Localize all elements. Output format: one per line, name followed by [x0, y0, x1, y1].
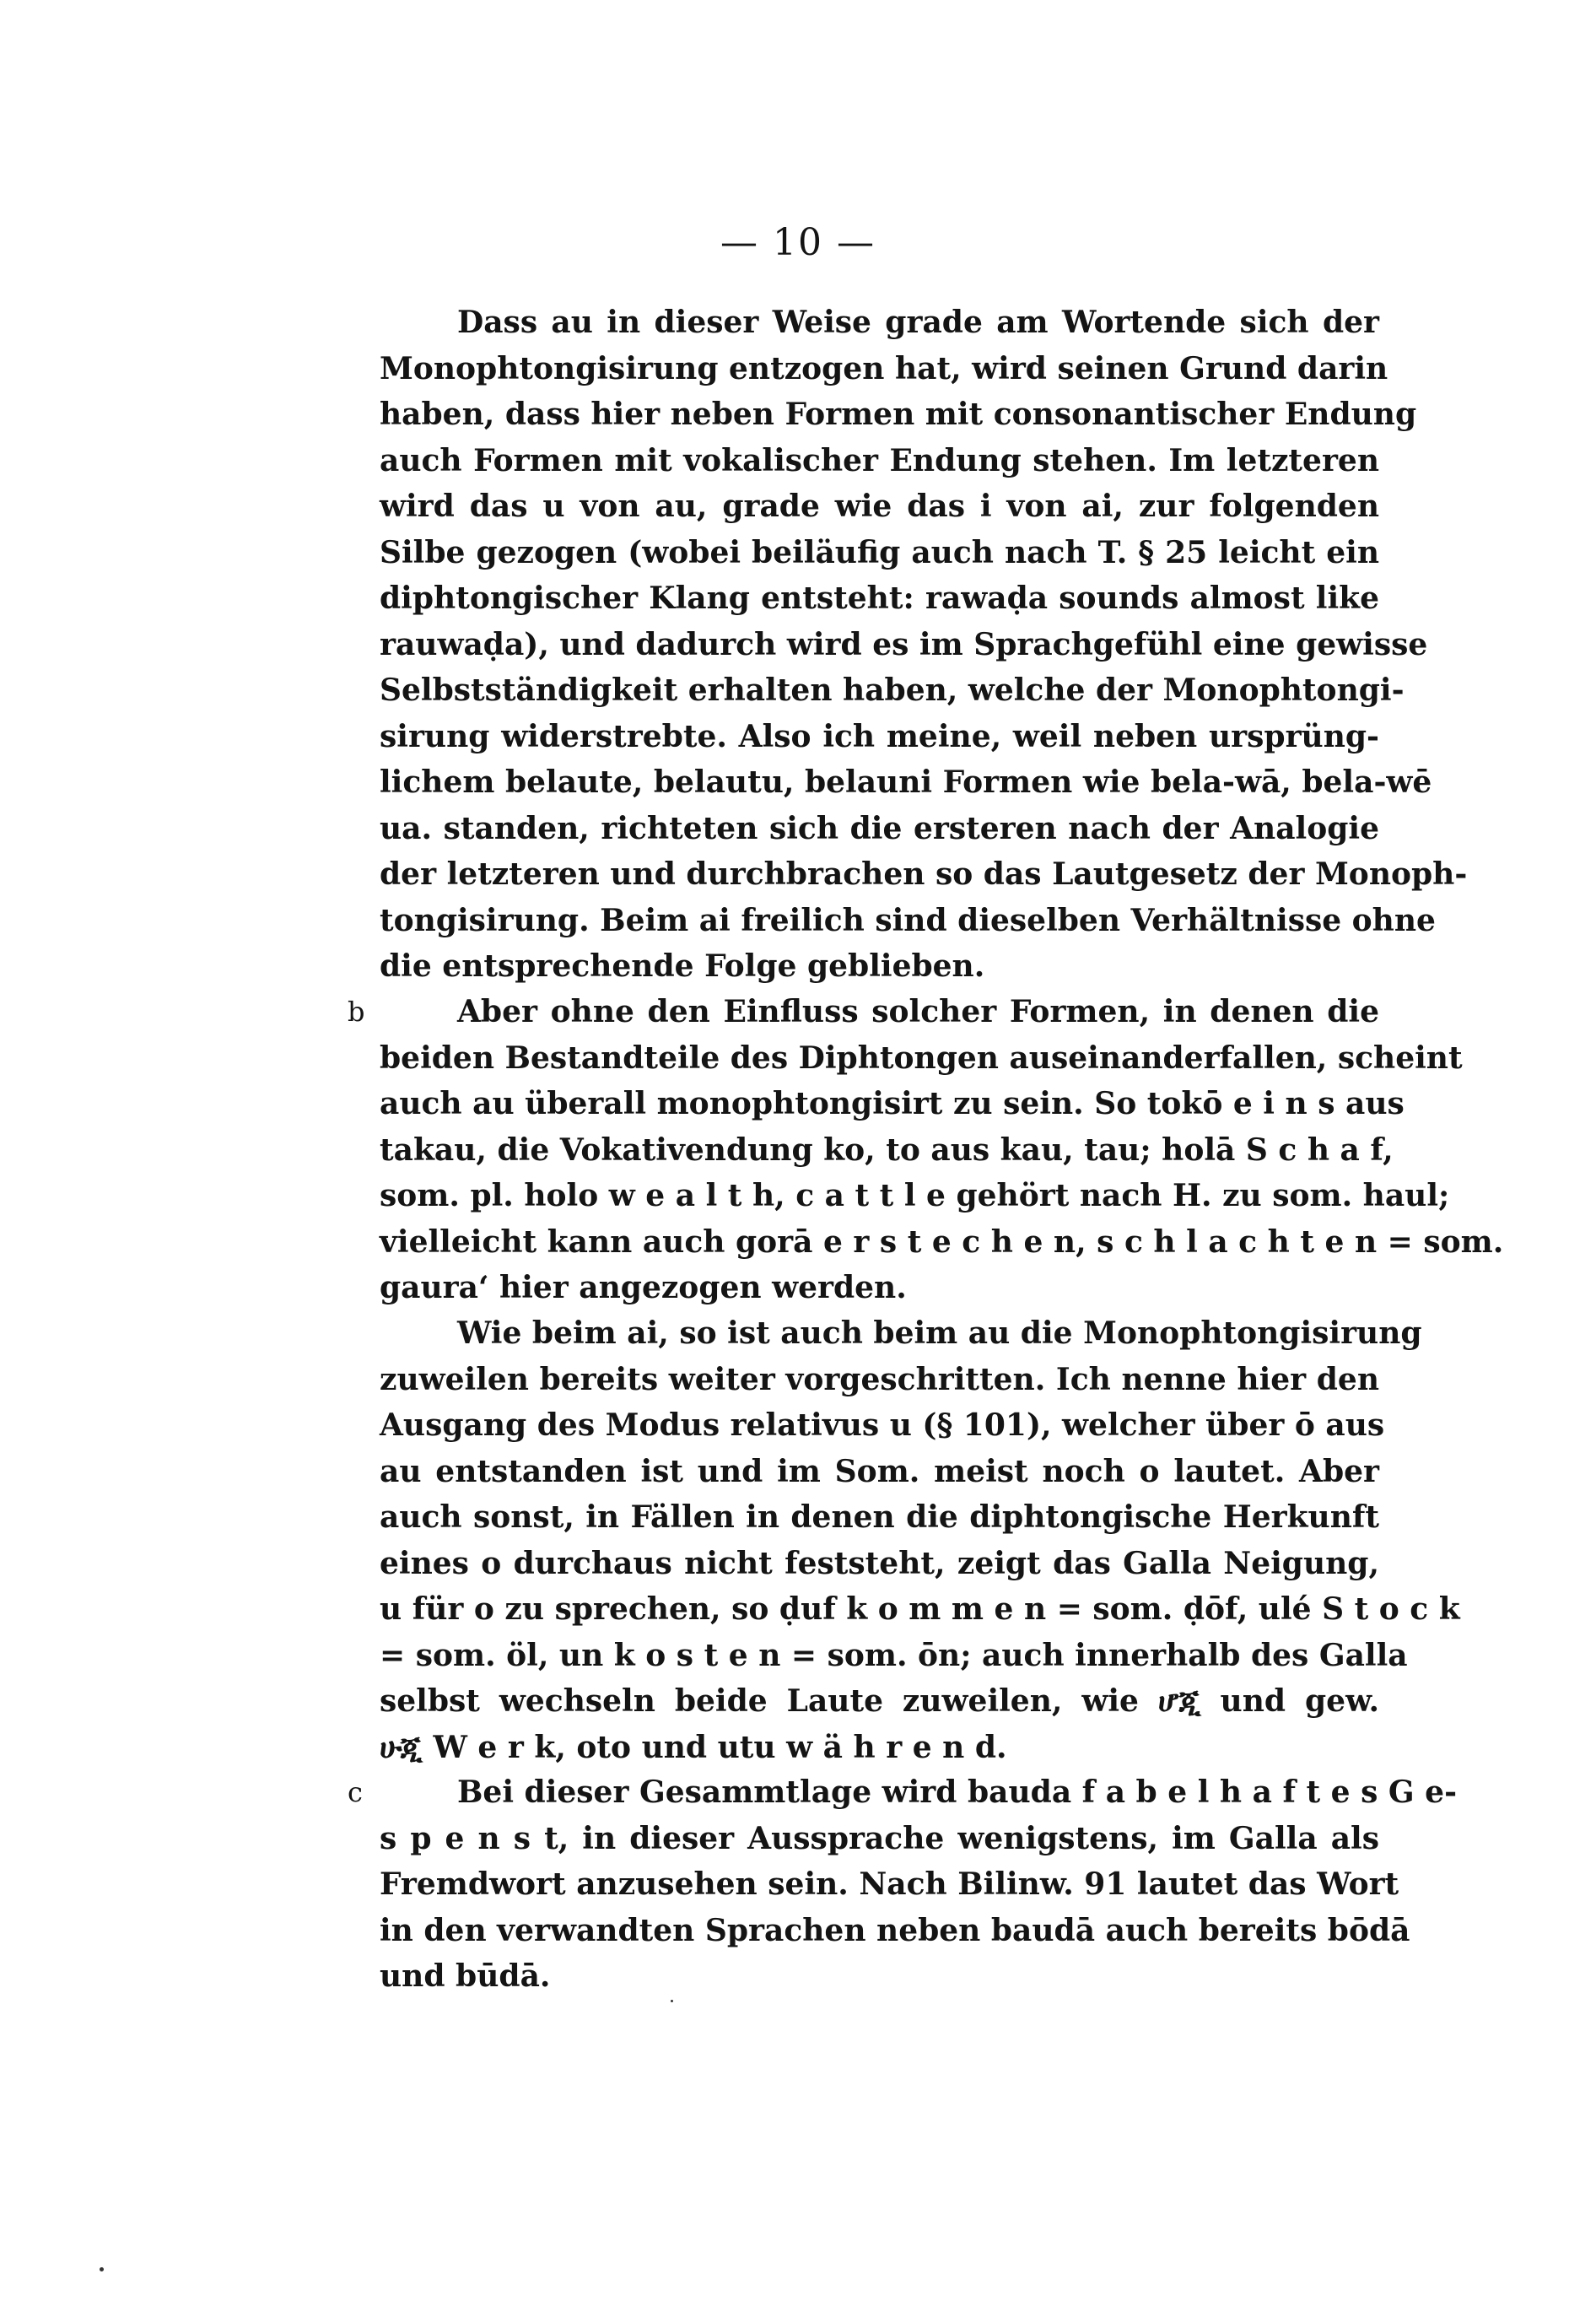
text-line: Selbstständigkeit erhalten haben, welche der Monophtongi-	[380, 672, 1405, 708]
text-line: ሁጂ W e r k, oto und utu w ä h r e n d.	[380, 1729, 1007, 1765]
text-line: diphtongischer Klang entsteht: rawaḍa sounds almost like	[380, 581, 1379, 616]
text-line: haben, dass hier neben Formen mit consonantischer Endung	[380, 397, 1417, 432]
text-line: beiden Bestandteile des Diphtongen auseinanderfallen, scheint	[380, 1040, 1463, 1076]
text-line: som. pl. holo w e a l t h, c a t t l e gehört nach H. zu som. haul;	[380, 1178, 1450, 1213]
text-line: ua. standen, richteten sich die ersteren nach der Analogie	[380, 810, 1379, 846]
text-line: Aber ohne den Einfluss solcher Formen, in denen die	[457, 994, 1379, 1029]
text-line: und būdā.	[380, 1958, 551, 1994]
text-line: Monophtongisirung entzogen hat, wird seinen Grund darin	[380, 350, 1388, 386]
margin-letter-b: b	[348, 996, 365, 1028]
paragraph-1	[380, 300, 1468, 990]
text-line: Bei dieser Gesammtlage wird bauda f a b e l h a f t e s G e-	[457, 1774, 1458, 1810]
text-line: zuweilen bereits weiter vorgeschritten. Ich nenne hier den	[380, 1361, 1379, 1397]
text-line: gaura‘ hier angezogen werden.	[380, 1270, 907, 1305]
text-line: eines o durchaus nicht feststeht, zeigt das Galla Neigung,	[380, 1545, 1379, 1581]
text-line: in den verwandten Sprachen neben baudā auch bereits bōdā	[380, 1912, 1410, 1948]
text-line: auch sonst, in Fällen in denen die diphtongische Herkunft	[380, 1499, 1379, 1535]
text-line: selbst wechseln beide Laute zuweilen, wie ሆጂ und gew.	[380, 1683, 1379, 1719]
scan-speck	[100, 2267, 104, 2271]
text-line: Wie beim ai, so ist auch beim au die Monophtongisirung	[457, 1315, 1422, 1351]
margin-letter-c: c	[348, 1776, 363, 1808]
text-line: Fremdwort anzusehen sein. Nach Bilinw. 91 lautet das Wort	[380, 1866, 1399, 1902]
text-line: u für o zu sprechen, so ḍuf k o m m e n = som. ḍōf, ulé S t o c k	[380, 1591, 1460, 1627]
text-line: die entsprechende Folge geblieben.	[380, 948, 985, 984]
text-line: auch Formen mit vokalischer Endung stehen. Im letzteren	[380, 442, 1379, 478]
text-line: vielleicht kann auch gorā e r s t e c h e n, s c h l a c h t e n = som.	[380, 1223, 1504, 1260]
text-line: = som. öl, un k o s t e n = som. ōn; auch innerhalb des Galla	[380, 1637, 1408, 1673]
paragraph-3	[380, 1310, 1460, 1770]
text-line: takau, die Vokativendung ko, to aus kau, tau; holā S c h a f,	[380, 1132, 1394, 1168]
text-line: sirung widerstrebte. Also ich meine, weil neben ursprüng-	[380, 718, 1379, 754]
text-line: au entstanden ist und im Som. meist noch o lautet. Aber	[380, 1453, 1379, 1489]
page-number: — 10 —	[720, 221, 876, 264]
text-line: s p e n s t, in dieser Aussprache wenigstens, im Galla als	[380, 1820, 1379, 1856]
text-line: Dass au in dieser Weise grade am Wortende sich der	[457, 305, 1379, 340]
text-line: rauwaḍa), und dadurch wird es im Sprachgefühl eine gewisse	[380, 626, 1428, 662]
paragraph-4	[380, 1769, 1458, 2000]
scan-speck	[671, 2000, 673, 2002]
text-line: auch au überall monophtongisirt zu sein. So tokō e i n s aus	[380, 1086, 1405, 1121]
text-line: Ausgang des Modus relativus u (§ 101), welcher über ō aus	[380, 1407, 1385, 1443]
text-line: Silbe gezogen (wobei beiläufig auch nach T. § 25 leicht ein	[380, 534, 1379, 570]
text-line: der letzteren und durchbrachen so das Lautgesetz der Monoph-	[380, 856, 1468, 892]
text-line: lichem belaute, belautu, belauni Formen wie bela-wā, bela-wē	[380, 764, 1432, 800]
text-line: tongisirung. Beim ai freilich sind dieselben Verhältnisse ohne	[380, 902, 1436, 938]
text-line: wird das u von au, grade wie das i von ai, zur folgenden	[380, 489, 1379, 524]
paragraph-2	[380, 989, 1504, 1311]
